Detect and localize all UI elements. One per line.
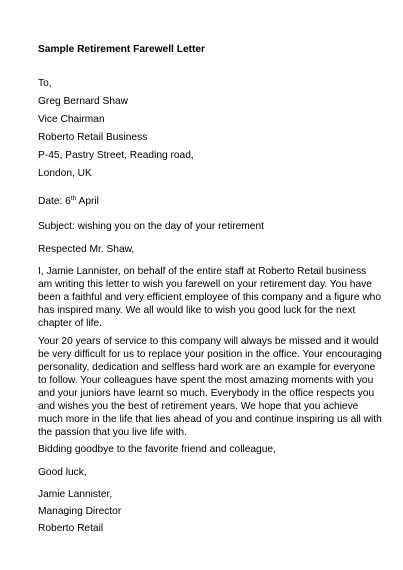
paragraph-1-line: I, Jamie Lannister, on behalf of the entire staff at Roberto Retail business xyxy=(38,266,367,277)
paragraph-2-line: personality, dedication and selfless hard work are an example for everyone xyxy=(38,362,376,373)
sender-name: Jamie Lannister, xyxy=(38,489,113,500)
paragraph-1-line: has inspired many. We all would like to wish you good luck for the next xyxy=(38,305,356,316)
paragraph-2 xyxy=(38,335,382,439)
letter-salutation: Respected Mr. Shaw, xyxy=(38,244,135,255)
recipient-company: Roberto Retail Business xyxy=(38,132,148,143)
letter-subject: Subject: wishing you on the day of your retirement xyxy=(38,221,264,232)
date-rest: April xyxy=(76,196,99,207)
to-label: To, xyxy=(38,78,52,89)
paragraph-1 xyxy=(38,265,382,330)
paragraph-2-line: Your 20 years of service to this company will always be missed and it would xyxy=(38,336,379,347)
sender-position: Managing Director xyxy=(38,506,122,517)
paragraph-2-line: be very difficult for us to replace your position in the office. Your encouraging xyxy=(38,349,382,360)
paragraph-2-line: and your juniors have learnt so much. Everybody in the office respects you xyxy=(38,388,375,399)
sender-company: Roberto Retail xyxy=(38,523,104,534)
paragraph-2-line: to follow. Your colleagues have spent the most amazing moments with you xyxy=(38,375,374,386)
recipient-address-line2: London, UK xyxy=(38,168,92,179)
paragraph-2-line: much more in the life that lies ahead of you and continue inspiring us all with xyxy=(38,414,382,425)
paragraph-1-line: chapter of life. xyxy=(38,318,102,329)
date-prefix: Date: 6 xyxy=(38,196,71,207)
paragraph-2-line: the passion that you live life with. xyxy=(38,427,187,438)
paragraph-2-line: and wishes you the best of retirement years. We hope that you achieve xyxy=(38,401,359,412)
recipient-name: Greg Bernard Shaw xyxy=(38,96,129,107)
recipient-address-line1: P-45, Pastry Street, Reading road, xyxy=(38,150,194,161)
sign-off: Good luck, xyxy=(38,467,87,478)
closing-line: Bidding goodbye to the favorite friend and colleague, xyxy=(38,444,276,455)
letter-title: Sample Retirement Farewell Letter xyxy=(38,44,206,55)
date-suffix: th xyxy=(70,195,77,202)
recipient-position: Vice Chairman xyxy=(38,114,105,125)
paragraph-1-line: been a faithful and very efficient employee of this company and a figure who xyxy=(38,292,382,303)
letter-date xyxy=(38,195,99,208)
paragraph-1-line: am writing this letter to wish you farewell on your retirement day. You have xyxy=(38,279,372,290)
